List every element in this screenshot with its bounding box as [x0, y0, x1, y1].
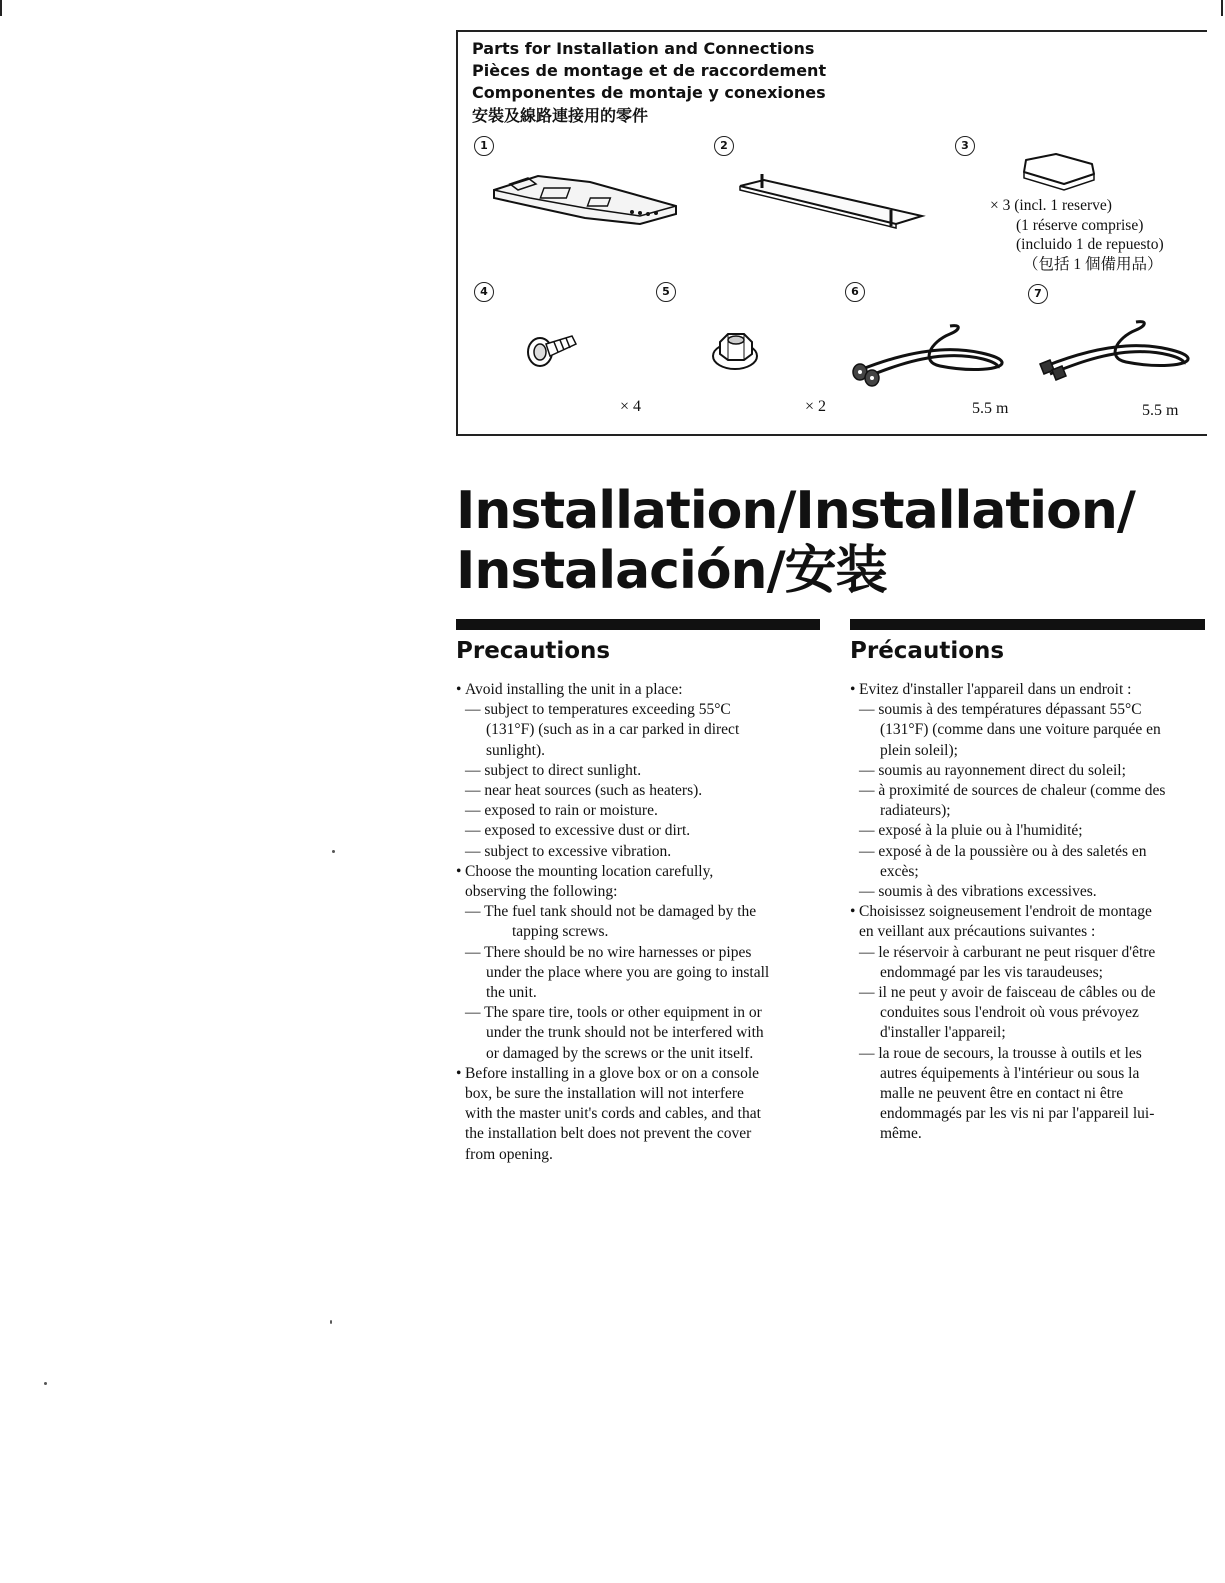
line-text: en veillant aux précautions suivantes : [859, 923, 1096, 941]
parts-box [456, 30, 1207, 436]
list-line [456, 1023, 826, 1043]
part-number-2: 2 [714, 136, 734, 156]
line-text: — il ne peut y avoir de faisceau de câbles ou de [859, 984, 1156, 1002]
line-text: — subject to direct sunlight. [465, 761, 642, 779]
list-line [456, 700, 826, 720]
line-text: (131°F) (comme dans une voiture parquée en [880, 721, 1161, 739]
part-number-4: 4 [474, 282, 494, 302]
list-line [456, 902, 826, 922]
parts-title-fr: Pièces de montage et de raccordement [472, 61, 827, 80]
list-line [456, 882, 826, 902]
bullet-item [456, 680, 826, 700]
list-line [456, 842, 826, 862]
connecting-cord-icon [1036, 318, 1196, 382]
line-text: — near heat sources (such as heaters). [465, 782, 703, 800]
line-text: autres équipements à l'intérieur ou sous la [880, 1064, 1140, 1082]
list-line [850, 700, 1210, 720]
list-line [456, 781, 826, 801]
parts-title-es: Componentes de montaje y conexiones [472, 83, 826, 102]
part-number-1: 1 [474, 136, 494, 156]
mounting-bracket-icon [490, 166, 685, 228]
quantity-part4: × 4 [620, 398, 642, 415]
precautions-list-fr [850, 680, 1210, 1145]
line-text: (131°F) (such as in a car parked in direct [486, 721, 740, 739]
line-text: with the master unit's cords and cables, and that [465, 1105, 761, 1123]
list-line [850, 821, 1210, 841]
list-line [456, 720, 826, 740]
list-line [456, 1003, 826, 1023]
list-line [850, 922, 1210, 942]
list-line [850, 1124, 1210, 1144]
precautions-list-en [456, 680, 826, 1165]
bullet-item [456, 1064, 826, 1084]
list-line [850, 801, 1210, 821]
list-line [850, 842, 1210, 862]
bullet-icon: • [456, 681, 462, 698]
page-title-line2: Instalación/安装 [456, 541, 887, 601]
list-line [850, 741, 1210, 761]
right-column-rule [850, 619, 1205, 630]
part-number-3: 3 [955, 136, 975, 156]
list-line [850, 983, 1210, 1003]
list-line [456, 1104, 826, 1124]
list-line [456, 761, 826, 781]
line-text: conduites sous l'endroit où vous prévoyez [880, 1004, 1139, 1022]
line-text: under the place where you are going to install [486, 963, 770, 981]
list-line [850, 1023, 1210, 1043]
nut-icon [710, 330, 760, 372]
line-text: Choose the mounting location carefully, [465, 862, 714, 880]
part-number-5: 5 [656, 282, 676, 302]
scan-speck [330, 1320, 332, 1324]
line-text: malle ne peuvent être en contact ni être [880, 1085, 1124, 1103]
bullet-icon: • [850, 681, 856, 698]
list-line [456, 1124, 826, 1144]
line-text: the installation belt does not prevent the cover [465, 1125, 752, 1143]
line-text: d'installer l'appareil; [880, 1024, 1006, 1042]
list-line [850, 963, 1210, 983]
reserve-line-en: × 3 (incl. 1 reserve) [990, 197, 1112, 214]
reserve-line-es: (incluido 1 de repuesto) [1016, 236, 1164, 253]
line-text: — exposed to excessive dust or dirt. [465, 822, 691, 840]
line-text: excès; [880, 862, 919, 880]
line-text: box, be sure the installation will not interfere [465, 1085, 744, 1103]
list-line [850, 1003, 1210, 1023]
connecting-cord-icon [850, 322, 1010, 386]
line-text: — There should be no wire harnesses or pipes [465, 943, 752, 961]
scan-speck [44, 1382, 47, 1385]
list-line [456, 922, 826, 942]
list-line [456, 801, 826, 821]
list-line [456, 1145, 826, 1165]
list-line [850, 1084, 1210, 1104]
line-text: — subject to excessive vibration. [465, 842, 672, 860]
list-line [456, 1044, 826, 1064]
part-number-7: 7 [1028, 284, 1048, 304]
line-text: — The fuel tank should not be damaged by the [465, 903, 757, 921]
precautions-heading-en: Precautions [456, 638, 611, 664]
list-line [456, 741, 826, 761]
installation-belt-icon [736, 172, 926, 232]
bullet-icon: • [850, 903, 856, 921]
screw-icon [524, 326, 580, 372]
parts-title-zh: 安裝及線路連接用的零件 [472, 106, 649, 125]
bullet-item [456, 862, 826, 882]
list-line [850, 1044, 1210, 1064]
line-text: — exposé à de la poussière ou à des saletés en [859, 842, 1147, 860]
page-title-line1: Installation/Installation/ [456, 481, 1135, 541]
left-column-rule [456, 619, 820, 630]
list-line [456, 943, 826, 963]
list-line [850, 862, 1210, 882]
crop-mark-left [0, 0, 2, 16]
crop-mark-right [1221, 0, 1223, 16]
reserve-line-zh: （包括 1 個備用品） [1023, 256, 1163, 273]
line-text: — exposé à la pluie ou à l'humidité; [859, 822, 1083, 840]
bullet-icon: • [456, 862, 462, 880]
adhesive-pad-icon [1016, 152, 1098, 192]
line-text: sunlight). [486, 741, 545, 759]
bullet-item [850, 680, 1210, 700]
list-line [850, 761, 1210, 781]
line-text: tapping screws. [512, 923, 609, 941]
line-text: Before installing in a glove box or on a console [465, 1064, 760, 1082]
reserve-line-fr: (1 réserve comprise) [1016, 217, 1144, 234]
line-text: Avoid installing the unit in a place: [465, 681, 683, 698]
quantity-part6: 5.5 m [972, 400, 1009, 417]
list-line [456, 821, 826, 841]
list-line [850, 1104, 1210, 1124]
precautions-heading-fr: Précautions [850, 638, 1005, 664]
parts-title-en: Parts for Installation and Connections [472, 39, 815, 58]
quantity-part7: 5.5 m [1142, 402, 1179, 419]
line-text: Choisissez soigneusement l'endroit de montage [859, 903, 1152, 921]
bullet-icon: • [456, 1064, 462, 1082]
line-text: — subject to temperatures exceeding 55°C [465, 701, 731, 719]
scan-speck [332, 850, 335, 853]
line-text: — soumis au rayonnement direct du soleil; [859, 761, 1126, 779]
line-text: — le réservoir à carburant ne peut risquer d'être [859, 943, 1156, 961]
line-text: même. [880, 1125, 922, 1143]
line-text: from opening. [465, 1145, 553, 1163]
line-text: plein soleil); [880, 741, 958, 759]
line-text: — soumis à des températures dépassant 55°C [859, 701, 1142, 719]
quantity-part5: × 2 [805, 398, 827, 415]
part-number-6: 6 [845, 282, 865, 302]
list-line [850, 781, 1210, 801]
line-text: — The spare tire, tools or other equipment in or [465, 1004, 762, 1022]
list-line [850, 720, 1210, 740]
line-text: under the trunk should not be interfered with [486, 1024, 764, 1042]
line-text: — la roue de secours, la trousse à outils et les [859, 1044, 1142, 1062]
line-text: Evitez d'installer l'appareil dans un endroit : [859, 681, 1132, 698]
line-text: endommagé par les vis taraudeuses; [880, 963, 1103, 981]
list-line [850, 882, 1210, 902]
line-text: — soumis à des vibrations excessives. [859, 883, 1097, 901]
line-text: radiateurs); [880, 802, 951, 820]
line-text: or damaged by the screws or the unit itself. [486, 1044, 754, 1062]
list-line [850, 1064, 1210, 1084]
list-line [850, 943, 1210, 963]
list-line [456, 983, 826, 1003]
line-text: endommagés par les vis ni par l'appareil lui- [880, 1105, 1155, 1123]
line-text: the unit. [486, 984, 537, 1002]
line-text: — à proximité de sources de chaleur (comme des [859, 782, 1166, 800]
list-line [456, 1084, 826, 1104]
list-line [456, 963, 826, 983]
bullet-item [850, 902, 1210, 922]
line-text: observing the following: [465, 883, 618, 901]
line-text: — exposed to rain or moisture. [465, 802, 658, 820]
